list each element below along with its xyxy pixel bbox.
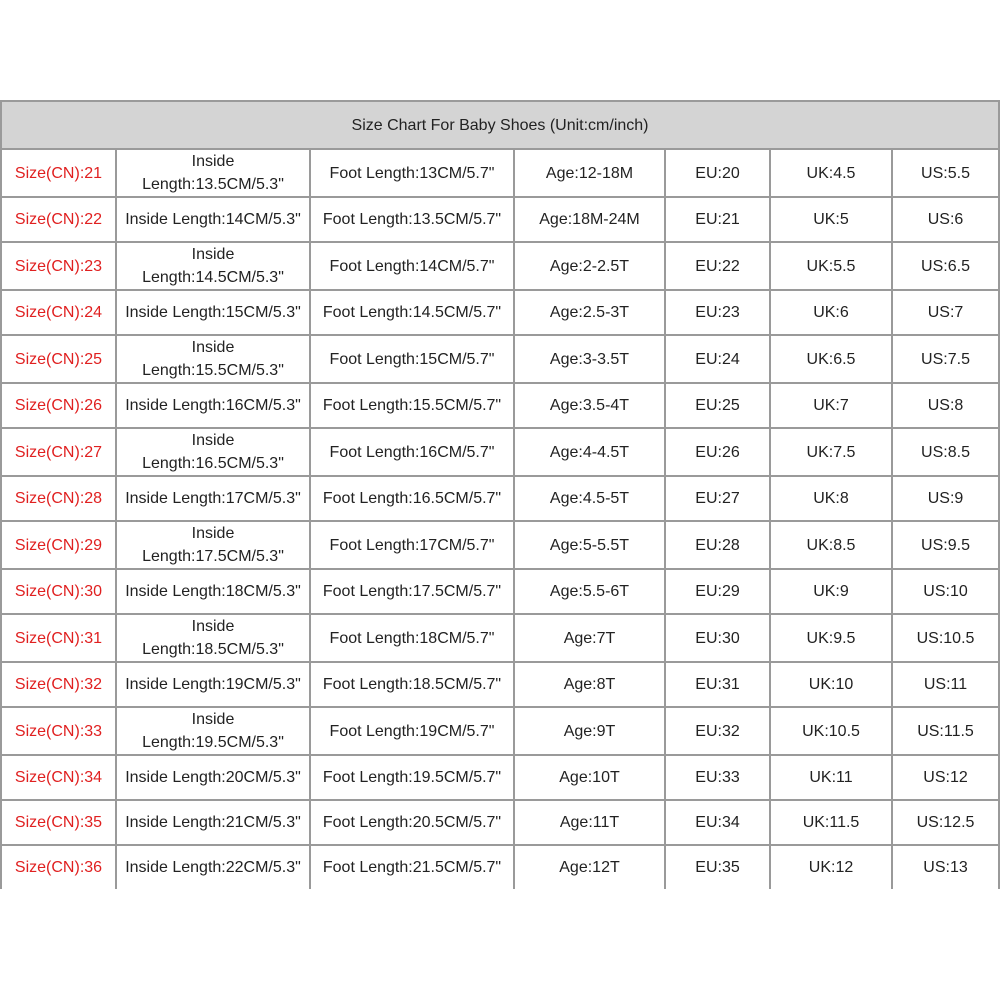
table-row [1,197,999,242]
size-rows [1,149,999,889]
age-cell: Age:3-3.5T [514,335,665,383]
us-size-cell: US:11.5 [892,707,999,755]
eu-size-cell: EU:27 [665,476,770,521]
inside-length-cell: Inside Length:15CM/5.3" [116,290,310,335]
inside-length-cell: Inside Length:20CM/5.3" [116,755,310,800]
size-cn-cell: Size(CN):22 [1,197,116,242]
table-row [1,383,999,428]
foot-length-cell: Foot Length:13.5CM/5.7" [310,197,514,242]
inside-length-cell: Inside Length:19CM/5.3" [116,662,310,707]
table-row [1,662,999,707]
size-cn-cell: Size(CN):35 [1,800,116,845]
us-size-cell: US:8.5 [892,428,999,476]
uk-size-cell: UK:11 [770,755,892,800]
eu-size-cell: EU:22 [665,242,770,290]
eu-size-cell: EU:34 [665,800,770,845]
inside-length-cell: Inside Length:21CM/5.3" [116,800,310,845]
eu-size-cell: EU:23 [665,290,770,335]
inside-length-cell: Inside Length:17.5CM/5.3" [116,521,310,569]
uk-size-cell: UK:11.5 [770,800,892,845]
size-cn-cell: Size(CN):29 [1,521,116,569]
uk-size-cell: UK:5 [770,197,892,242]
us-size-cell: US:12.5 [892,800,999,845]
foot-length-cell: Foot Length:17CM/5.7" [310,521,514,569]
size-cn-cell: Size(CN):30 [1,569,116,614]
uk-size-cell: UK:12 [770,845,892,889]
table-row [1,335,999,383]
foot-length-cell: Foot Length:19.5CM/5.7" [310,755,514,800]
size-cn-cell: Size(CN):21 [1,149,116,197]
eu-size-cell: EU:28 [665,521,770,569]
eu-size-cell: EU:29 [665,569,770,614]
us-size-cell: US:7.5 [892,335,999,383]
age-cell: Age:18M-24M [514,197,665,242]
size-chart-table [0,100,1000,889]
age-cell: Age:2-2.5T [514,242,665,290]
size-cn-cell: Size(CN):36 [1,845,116,889]
table-row [1,290,999,335]
size-cn-cell: Size(CN):33 [1,707,116,755]
eu-size-cell: EU:35 [665,845,770,889]
size-cn-cell: Size(CN):23 [1,242,116,290]
us-size-cell: US:6 [892,197,999,242]
table-row [1,755,999,800]
age-cell: Age:4-4.5T [514,428,665,476]
inside-length-cell: Inside Length:16.5CM/5.3" [116,428,310,476]
age-cell: Age:5.5-6T [514,569,665,614]
foot-length-cell: Foot Length:16CM/5.7" [310,428,514,476]
uk-size-cell: UK:7 [770,383,892,428]
us-size-cell: US:8 [892,383,999,428]
us-size-cell: US:10 [892,569,999,614]
eu-size-cell: EU:32 [665,707,770,755]
size-cn-cell: Size(CN):31 [1,614,116,662]
table-row [1,569,999,614]
eu-size-cell: EU:26 [665,428,770,476]
table-row [1,800,999,845]
size-cn-cell: Size(CN):25 [1,335,116,383]
eu-size-cell: EU:31 [665,662,770,707]
age-cell: Age:2.5-3T [514,290,665,335]
foot-length-cell: Foot Length:17.5CM/5.7" [310,569,514,614]
us-size-cell: US:9 [892,476,999,521]
size-cn-cell: Size(CN):32 [1,662,116,707]
foot-length-cell: Foot Length:21.5CM/5.7" [310,845,514,889]
size-cn-cell: Size(CN):26 [1,383,116,428]
table-row [1,242,999,290]
us-size-cell: US:12 [892,755,999,800]
eu-size-cell: EU:30 [665,614,770,662]
inside-length-cell: Inside Length:18CM/5.3" [116,569,310,614]
age-cell: Age:4.5-5T [514,476,665,521]
foot-length-cell: Foot Length:15CM/5.7" [310,335,514,383]
us-size-cell: US:10.5 [892,614,999,662]
foot-length-cell: Foot Length:13CM/5.7" [310,149,514,197]
inside-length-cell: Inside Length:14.5CM/5.3" [116,242,310,290]
size-cn-cell: Size(CN):28 [1,476,116,521]
foot-length-cell: Foot Length:14.5CM/5.7" [310,290,514,335]
table-row [1,707,999,755]
eu-size-cell: EU:20 [665,149,770,197]
age-cell: Age:10T [514,755,665,800]
inside-length-cell: Inside Length:15.5CM/5.3" [116,335,310,383]
uk-size-cell: UK:9 [770,569,892,614]
uk-size-cell: UK:6 [770,290,892,335]
inside-length-cell: Inside Length:16CM/5.3" [116,383,310,428]
us-size-cell: US:5.5 [892,149,999,197]
us-size-cell: US:11 [892,662,999,707]
age-cell: Age:12-18M [514,149,665,197]
table-row [1,476,999,521]
us-size-cell: US:7 [892,290,999,335]
eu-size-cell: EU:25 [665,383,770,428]
size-cn-cell: Size(CN):27 [1,428,116,476]
inside-length-cell: Inside Length:22CM/5.3" [116,845,310,889]
age-cell: Age:12T [514,845,665,889]
inside-length-cell: Inside Length:14CM/5.3" [116,197,310,242]
age-cell: Age:9T [514,707,665,755]
table-row [1,521,999,569]
foot-length-cell: Foot Length:14CM/5.7" [310,242,514,290]
size-cn-cell: Size(CN):34 [1,755,116,800]
inside-length-cell: Inside Length:18.5CM/5.3" [116,614,310,662]
uk-size-cell: UK:10.5 [770,707,892,755]
foot-length-cell: Foot Length:20.5CM/5.7" [310,800,514,845]
title-row [1,101,999,149]
uk-size-cell: UK:6.5 [770,335,892,383]
foot-length-cell: Foot Length:15.5CM/5.7" [310,383,514,428]
inside-length-cell: Inside Length:19.5CM/5.3" [116,707,310,755]
uk-size-cell: UK:7.5 [770,428,892,476]
age-cell: Age:7T [514,614,665,662]
foot-length-cell: Foot Length:16.5CM/5.7" [310,476,514,521]
us-size-cell: US:9.5 [892,521,999,569]
table-row [1,428,999,476]
uk-size-cell: UK:8.5 [770,521,892,569]
uk-size-cell: UK:8 [770,476,892,521]
chart-title: Size Chart For Baby Shoes (Unit:cm/inch) [1,101,999,149]
us-size-cell: US:13 [892,845,999,889]
table-row [1,614,999,662]
foot-length-cell: Foot Length:19CM/5.7" [310,707,514,755]
inside-length-cell: Inside Length:13.5CM/5.3" [116,149,310,197]
uk-size-cell: UK:9.5 [770,614,892,662]
table-row [1,845,999,889]
eu-size-cell: EU:21 [665,197,770,242]
uk-size-cell: UK:5.5 [770,242,892,290]
size-cn-cell: Size(CN):24 [1,290,116,335]
uk-size-cell: UK:10 [770,662,892,707]
us-size-cell: US:6.5 [892,242,999,290]
age-cell: Age:8T [514,662,665,707]
age-cell: Age:3.5-4T [514,383,665,428]
age-cell: Age:11T [514,800,665,845]
uk-size-cell: UK:4.5 [770,149,892,197]
age-cell: Age:5-5.5T [514,521,665,569]
foot-length-cell: Foot Length:18CM/5.7" [310,614,514,662]
inside-length-cell: Inside Length:17CM/5.3" [116,476,310,521]
eu-size-cell: EU:33 [665,755,770,800]
foot-length-cell: Foot Length:18.5CM/5.7" [310,662,514,707]
table-row [1,149,999,197]
eu-size-cell: EU:24 [665,335,770,383]
